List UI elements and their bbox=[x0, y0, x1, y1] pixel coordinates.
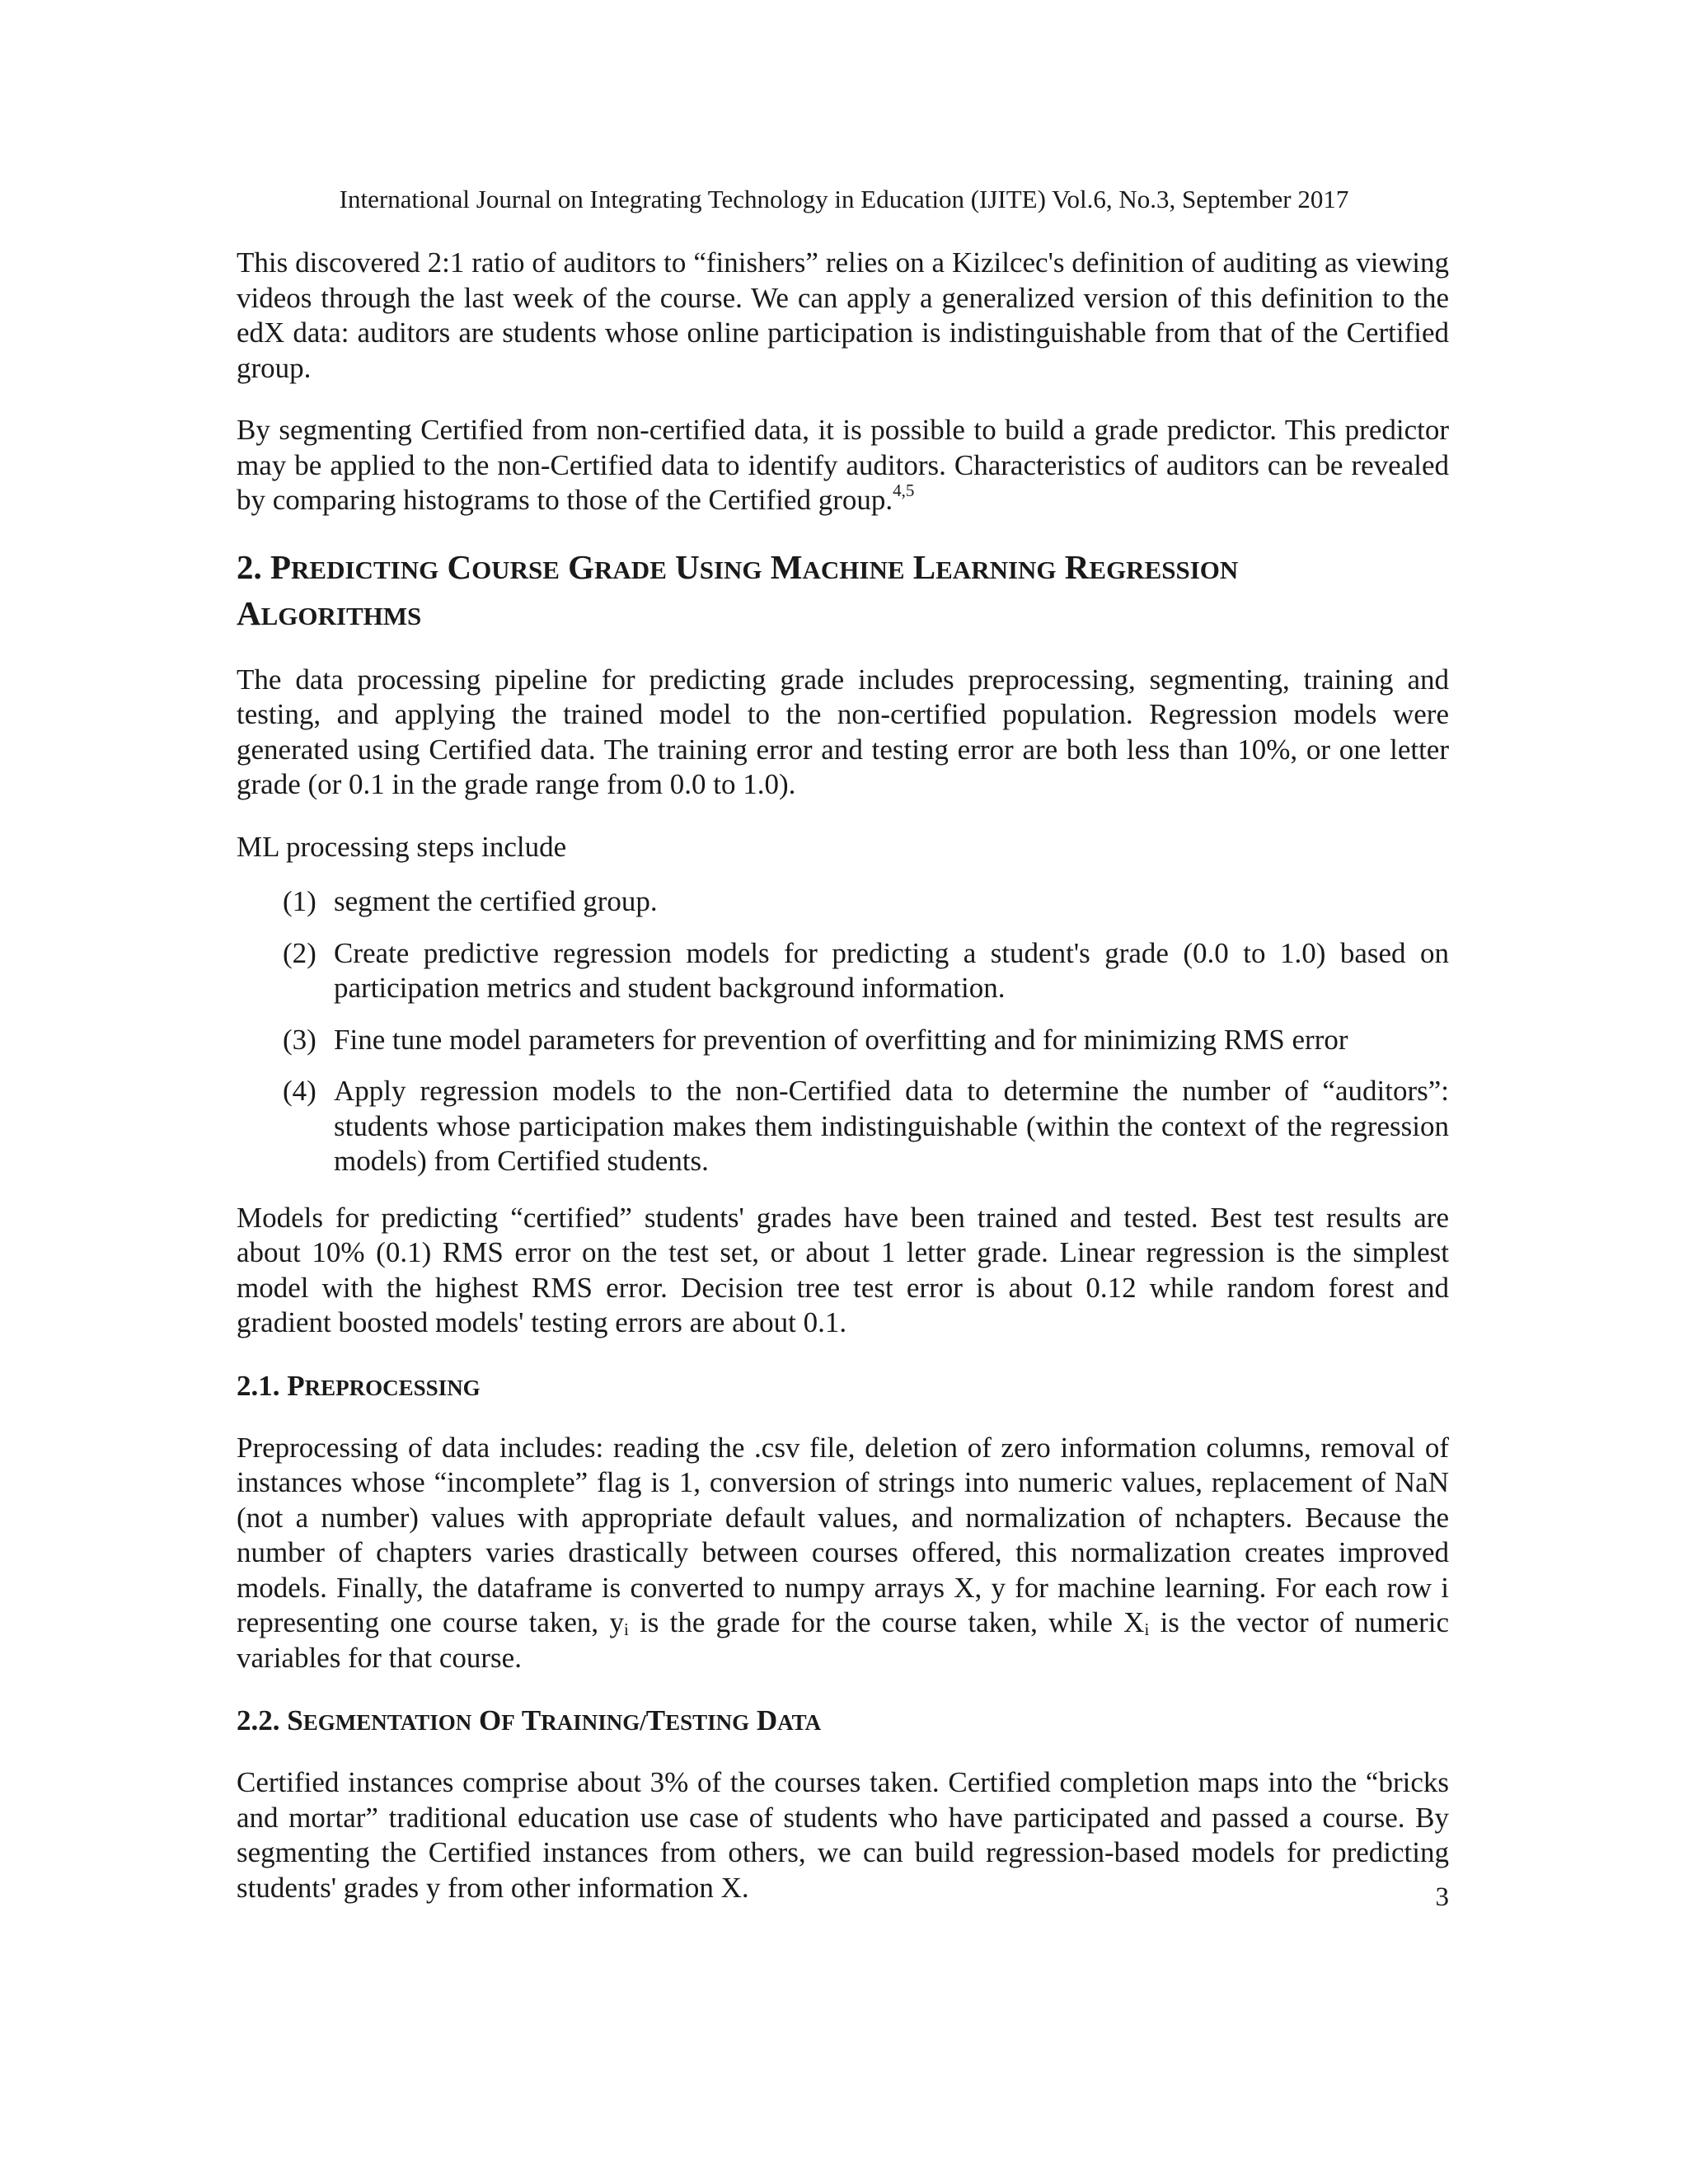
intro-paragraph-1: This discovered 2:1 ratio of auditors to “finishers” relies on a Kizilcec's definition of auditing as viewing videos through the last week of the course. We can apply a generalized version of this definition to the edX data: auditors are students whose online participation is indistinguishable from that of the Certified group. bbox=[237, 246, 1449, 384]
list-item bbox=[237, 884, 1449, 920]
section-2-2-title: SEGMENTATION OF TRAINING/TESTING DATA bbox=[287, 1704, 822, 1736]
subscript-i: i bbox=[623, 1619, 629, 1639]
section-2-paragraph-2: Models for predicting “certified” students' grades have been trained and tested. Best test results are about 10% (0.1) RMS error on the test set, or about 1 letter grade. Linear regression is the simplest model with the highest RMS error. Decision tree test error is about 0.12 while random forest and gradient boosted models' testing errors are about 0.1. bbox=[237, 1201, 1449, 1338]
list-item bbox=[237, 936, 1449, 1006]
section-2-1-title: PREPROCESSING bbox=[287, 1369, 481, 1402]
subscript-i: i bbox=[1144, 1619, 1150, 1639]
title-word: USING bbox=[675, 547, 762, 586]
page-number: 3 bbox=[1435, 1882, 1449, 1912]
running-header: International Journal on Integrating Technology in Education (IJITE) Vol.6, No.3, September 2017 bbox=[339, 185, 1349, 213]
section-2-1-number: 2.1. bbox=[237, 1369, 280, 1402]
title-word: ALGORITHMS bbox=[237, 593, 422, 632]
section-2-heading bbox=[237, 546, 1449, 638]
section-2-2-heading bbox=[237, 1703, 1449, 1741]
list-item bbox=[237, 1023, 1449, 1058]
list-item-number: (2) bbox=[283, 936, 316, 969]
steps-intro: ML processing steps include bbox=[237, 830, 567, 863]
section-2-2-paragraph: Certified instances comprise about 3% of the courses taken. Certified completion maps into the “bricks and mortar” traditional education use case of students who have participated and passed a course. By segmenting the Certified instances from others, we can build regression-based models for predicting students' grades y from other information X. bbox=[237, 1766, 1449, 1904]
title-word: LEARNING bbox=[912, 547, 1057, 586]
intro-paragraph-2-text: By segmenting Certified from non-certified data, it is possible to build a grade predictor. This predictor may be applied to the non-Certified data to identify auditors. Characteristics of auditors can be revealed by comparing histograms to those of the Certified group. bbox=[237, 414, 1449, 516]
section-2-1-heading bbox=[237, 1368, 1449, 1406]
section-2-2-number: 2.2. bbox=[237, 1704, 280, 1736]
section-2-title bbox=[237, 548, 1238, 632]
list-item bbox=[237, 1074, 1449, 1179]
list-item-text: Fine tune model parameters for prevention of overfitting and for minimizing RMS error bbox=[334, 1023, 1348, 1056]
section-2-1-paragraph: Preprocessing of data includes: reading the .csv file, deletion of zero information columns, removal of instances whose “incomplete” flag is 1, conversion of strings into numeric values, replacement of NaN (not a number) values with appropriate default values, and normalization of nchapters. Because the number of chapters varies drastically between courses offered, this normalization creates improved models. Finally, the dataframe is converted to numpy arrays X, y for machine learning. For each row i representing one course taken, $y_i$ is the grade for the course taken, while $X_i$ is the vector of numeric variables for that course. bbox=[237, 1431, 1449, 1674]
ml-steps-list bbox=[237, 884, 1449, 1179]
title-word: REGRESSION bbox=[1064, 547, 1239, 586]
list-item-number: (1) bbox=[283, 885, 316, 917]
citation-superscript: 4,5 bbox=[893, 480, 915, 501]
list-item-number: (3) bbox=[283, 1023, 316, 1056]
list-item-number: (4) bbox=[283, 1075, 316, 1107]
list-item-text: Create predictive regression models for predicting a student's grade (0.0 to 1.0) based on participation metrics and student background information. bbox=[334, 936, 1449, 1004]
section-2-paragraph-1: The data processing pipeline for predicting grade includes preprocessing, segmenting, training and testing, and applying the trained model to the non-certified population. Regression models were generated using Certified data. The training error and testing error are both less than 10%, or one letter grade (or 0.1 in the grade range from 0.0 to 1.0). bbox=[237, 663, 1449, 800]
intro-paragraph-2 bbox=[237, 413, 1449, 518]
title-word: COURSE bbox=[447, 547, 560, 586]
title-word: PREDICTING bbox=[270, 547, 439, 586]
section-2-number: 2. bbox=[237, 547, 262, 586]
title-word: MACHINE bbox=[770, 547, 905, 586]
page-body bbox=[237, 246, 1449, 1933]
title-word: GRADE bbox=[568, 547, 667, 586]
list-item-text: segment the certified group. bbox=[334, 885, 658, 917]
list-item-text: Apply regression models to the non-Certified data to determine the number of “auditors”: students whose participation makes them indistinguishable (within the context of the regression models) from Certified students. bbox=[334, 1075, 1449, 1177]
